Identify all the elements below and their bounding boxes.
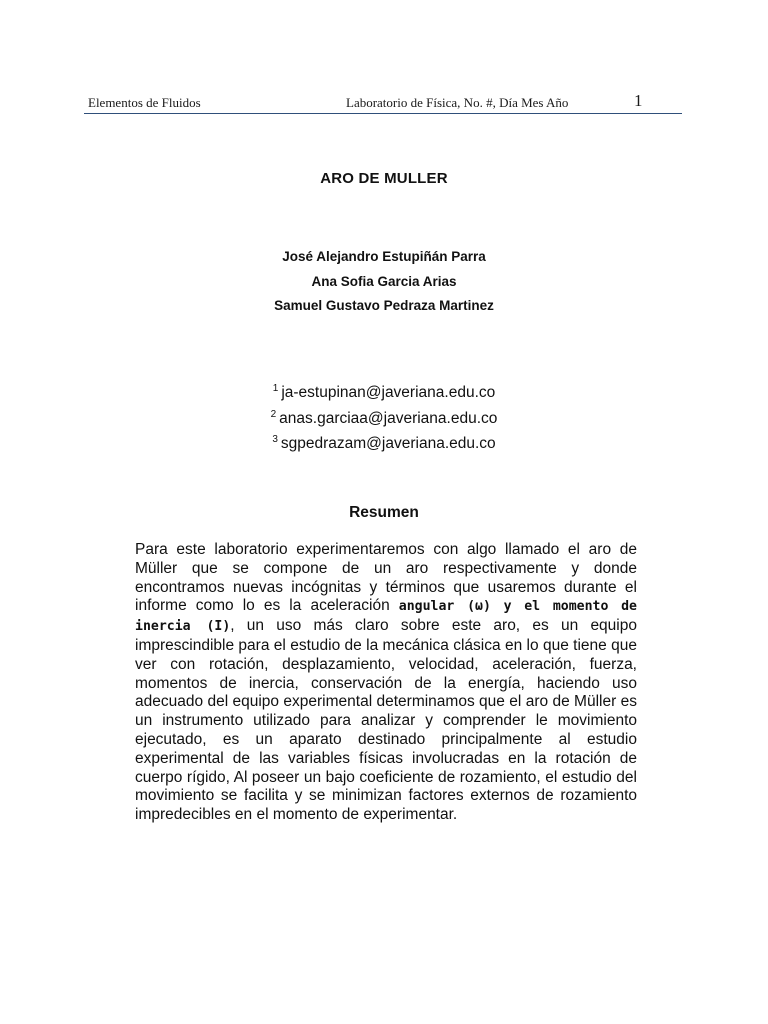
email-list: [0, 378, 768, 455]
abstract-text: , un uso más claro sobre este aro, es un equipo imprescindible para el estudio de la mecánica clásica en lo que tiene que ver con rotación, desplazamiento, velocidad, aceleración, fuerza, momentos de inercia, conservación de la energía, haciendo uso adecuado del equipo experimental determinamos que el aro de Müller es un instrumento utilizado para analizar y comprender le movimiento ejecutado, es un aparato destinado principalmente al estudio experimental de las variables físicas involucradas en la rotación de cuerpo rígido, Al poseer un bajo coeficiente de rozamiento, el estudio del movimiento se facilita y se minimizan factores externos de rozamiento impredecibles en el momento de experimentar.: [135, 617, 637, 824]
header-rule: [84, 113, 682, 114]
author-name: Samuel Gustavo Pedraza Martinez: [274, 298, 494, 313]
author-email: [0, 429, 768, 455]
running-header: [86, 91, 682, 113]
abstract-heading: Resumen: [349, 504, 419, 521]
abstract-emphasis: angular (ω) y el momento de inercia (I): [135, 599, 637, 635]
header-course: Elementos de Fluidos: [88, 95, 201, 110]
author-name: Ana Sofia Garcia Arias: [311, 273, 457, 289]
email-address: ja-estupinan@javeriana.edu.co: [281, 384, 496, 401]
affiliation-mark: 1: [272, 383, 279, 394]
author-list: [0, 245, 768, 319]
author-name: José Alejandro Estupiñán Parra: [282, 249, 486, 264]
author-email: [0, 378, 768, 404]
header-lab-info: Laboratorio de Física, No. #, Día Mes Año: [346, 95, 569, 110]
affiliation-mark: 3: [272, 434, 278, 445]
paper-title: ARO DE MULLER: [320, 170, 448, 187]
author-email: [0, 404, 768, 430]
abstract-text: Para este laboratorio experimentaremos con algo llamado el aro de Müller que se compone de un aro respectivamente y donde encontramos nuevas incógnitas y términos que usaremos durante el informe como lo es la aceleración: [135, 541, 637, 615]
email-address: anas.garciaa@javeriana.edu.co: [279, 409, 498, 427]
abstract-body: [135, 541, 637, 825]
email-address: sgpedrazam@javeriana.edu.co: [280, 435, 496, 452]
page-number: 1: [634, 91, 643, 110]
affiliation-mark: 2: [270, 408, 277, 420]
